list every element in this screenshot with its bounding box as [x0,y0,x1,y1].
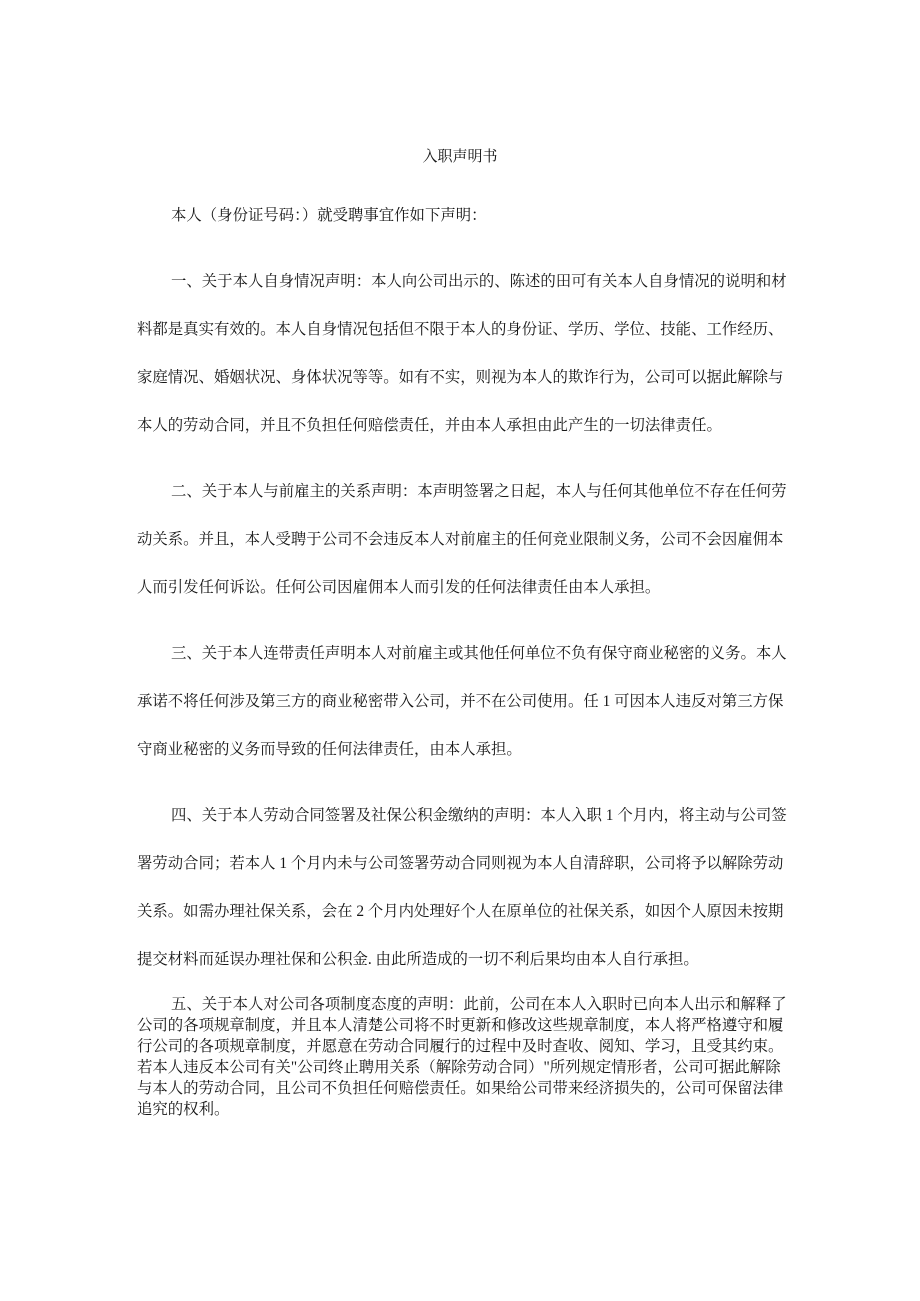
document-title: 入职声明书 [422,149,498,165]
section-line: 署劳动合同；若本人 1 个月内未与公司签署劳动合同则视为本人自清辞职，公司将予以解除劳动 [137,855,784,872]
section-line: 五、关于本人对公司各项制度态度的声明：此前，公司在本人入职时已向本人出示和解释了 [171,996,787,1013]
section-line: 若本人违反本公司有关"公司终止聘用关系（解除劳动合同）"所列规定情形者，公司可据此解除 [137,1059,781,1076]
section-line: 行公司的各项规章制度，并愿意在劳动合同履行的过程中及时查收、阅知、学习，且受其约束。 [137,1038,784,1055]
section-line: 守商业秘密的义务而导致的任何法律责任，由本人承担。 [137,741,522,758]
section-line: 人而引发任何诉讼。任何公司因雇佣本人而引发的任何法律责任由本人承担。 [137,579,661,596]
section-line: 一、关于本人自身情况声明：本人向公司出示的、陈述的田可有关本人自身情况的说明和材 [171,273,787,290]
intro-statement: 本人（身份证号码：）就受聘事宜作如下声明： [171,207,487,224]
section-line: 关系。如需办理社保关系，会在 2 个月内处理好个人在原单位的社保关系，如因个人原因未按期 [137,903,784,920]
section-line: 三、关于本人连带责任声明本人对前雇主或其他任何单位不负有保守商业秘密的义务。本人 [171,645,787,662]
section-line: 料都是真实有效的。本人自身情况包括但不限于本人的身份证、学历、学位、技能、工作经历、 [137,321,784,338]
section-line: 公司的各项规章制度，并且本人清楚公司将不时更新和修改这些规章制度，本人将严格遵守和履 [137,1017,784,1034]
section-line: 提交材料而延误办理社保和公积金. 由此所造成的一切不利后果均由本人自行承担。 [137,951,699,968]
section-line: 动关系。并且，本人受聘于公司不会违反本人对前雇主的任何竞业限制义务，公司不会因雇佣本 [137,531,784,548]
section-line: 追究的权利。 [137,1101,230,1118]
section-line: 与本人的劳动合同，且公司不负担任何赔偿责任。如果给公司带来经济损失的，公司可保留法律 [137,1080,784,1097]
section-line: 四、关于本人劳动合同签署及社保公积金缴纳的声明：本人入职 1 个月内，将主动与公司签 [171,807,787,824]
section-line: 本人的劳动合同，并且不负担任何赔偿责任，并由本人承担由此产生的一切法律责任。 [137,417,722,434]
section-line: 二、关于本人与前雇主的关系声明：本声明签署之日起，本人与任何其他单位不存在任何劳 [171,483,787,500]
section-line: 承诺不将任何涉及第三方的商业秘密带入公司，并不在公司使用。任 1 可因本人违反对第三方保 [137,693,784,710]
section-line: 家庭情况、婚姻状况、身体状况等等。如有不实，则视为本人的欺诈行为，公司可以据此解除与 [137,369,784,386]
